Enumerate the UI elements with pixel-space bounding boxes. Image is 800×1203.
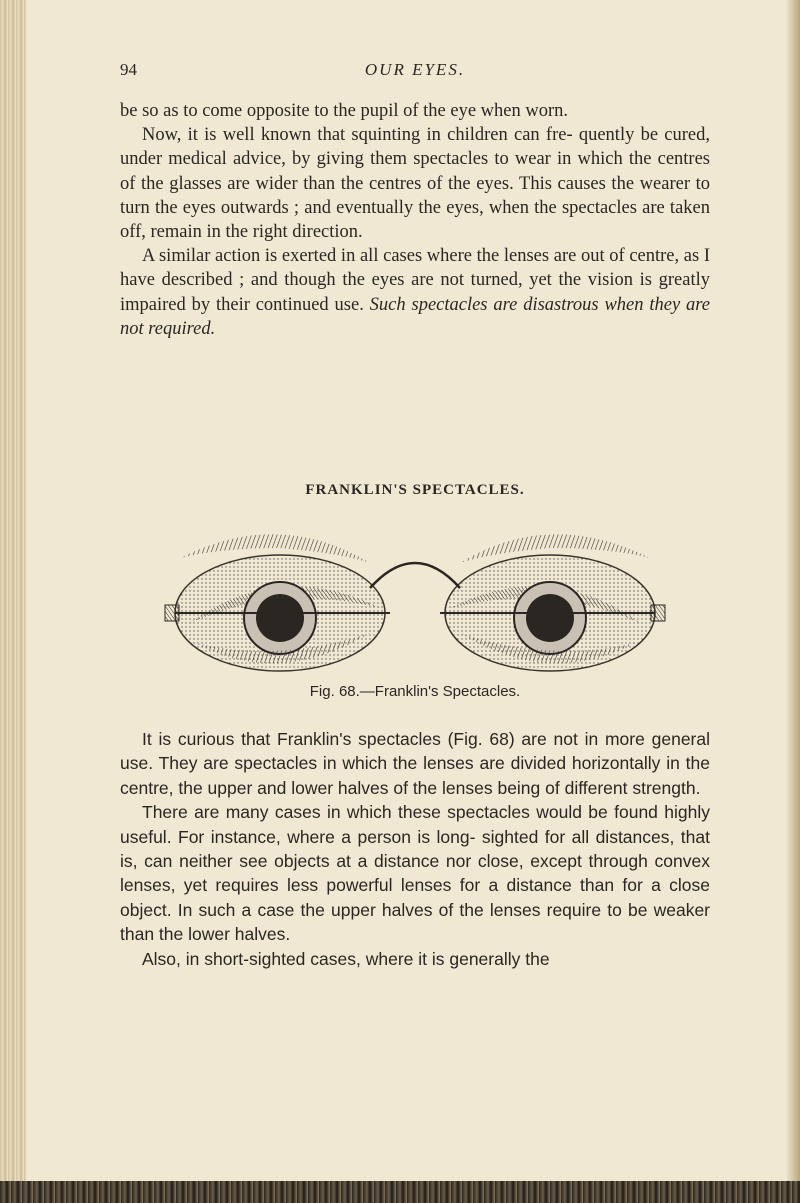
paragraph-useful-cases: There are many cases in which these spectacles would be found highly useful. For instance, where a person is long- sighted for all distances, that is, can neither see objects at a distance nor close, except through convex lenses, yet requires less powerful lenses for a distance than for a close object. In such a case the upper halves of the lenses require to be weaker than the lower halves.: [120, 802, 710, 945]
book-binding-edge: [0, 0, 26, 1203]
franklin-spectacles-illustration: [140, 513, 690, 678]
page-bottom-edge: [0, 1181, 800, 1203]
body-text-bottom: [120, 727, 710, 971]
paragraph-similar-action-text: A similar action is exerted in all cases where the lenses are out of centre, as I have described ; and though the eyes are not turned, yet the vision is greatly impaired by their continued use.: [120, 246, 710, 315]
book-page: [120, 58, 710, 969]
right-eye-lens: [440, 534, 665, 671]
paragraph-continuation: be so as to come opposite to the pupil of the eye when worn.: [120, 101, 569, 121]
paragraph-short-sighted: Also, in short-sighted cases, where it is generally the: [142, 948, 550, 969]
page-edge: [786, 0, 800, 1203]
running-head: OUR EYES.: [364, 60, 466, 79]
paragraph-squinting: Now, it is well known that squinting in children can fre- quently be cured, under medical advice, by giving them spectacles to wear in which the centres of the glasses are wider than the centres of the eyes. This causes the wearer to turn the eyes outwards ; and eventually the eyes, when the spectacles are taken off, remain in the right direction.: [120, 125, 710, 243]
figure-heading: FRANKLIN'S SPECTACLES.: [305, 482, 525, 498]
left-eye-lens: [165, 534, 390, 671]
figure-caption: Fig. 68.—Franklin's Spectacles.: [309, 683, 521, 700]
body-text-top: [120, 99, 710, 341]
page-number: 94: [120, 60, 137, 79]
paragraph-similar-action: [120, 244, 710, 341]
paragraph-franklin: It is curious that Franklin's spectacles (Fig. 68) are not in more general use. They are spectacles in which the lenses are divided horizontally in the centre, the upper and lower halves of the lenses being of different strength.: [120, 729, 710, 798]
nose-bridge: [370, 563, 460, 588]
paragraph-similar-action-italic: Such spectacles are disastrous when they are not required.: [120, 294, 710, 339]
page-header: [120, 58, 710, 84]
